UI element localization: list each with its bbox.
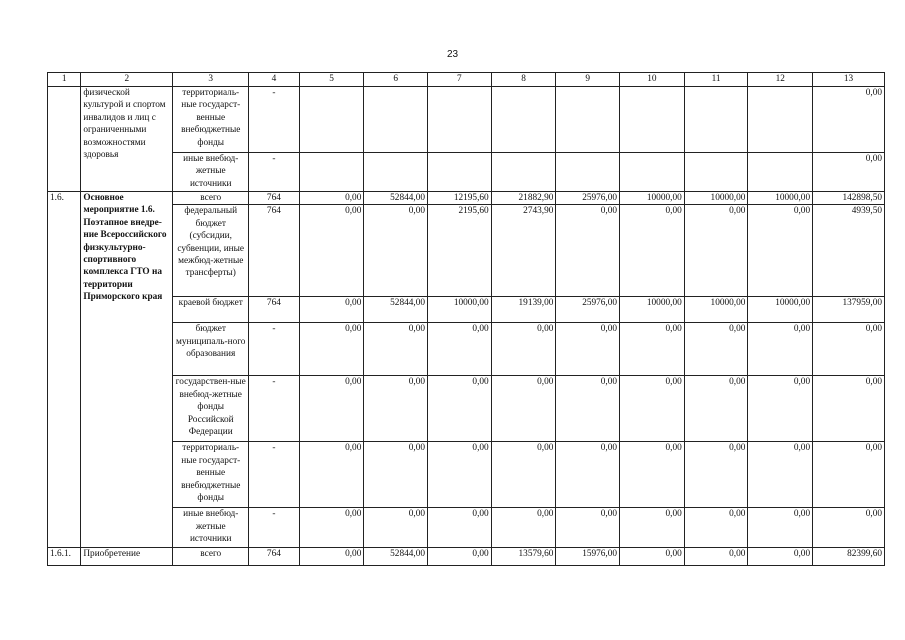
item-title-cell: физической культурой и спортом инвалидов и лиц с ограниченными возможностями здоровья [81, 87, 173, 192]
budget-table [47, 72, 885, 566]
value-cell: 19139,00 [491, 297, 556, 323]
table-row [48, 153, 885, 192]
value-cell: 0,00 [748, 323, 813, 376]
value-cell: 0,00 [299, 376, 364, 442]
value-cell: 0,00 [748, 376, 813, 442]
total-cell: 0,00 [813, 323, 885, 376]
value-cell: 10000,00 [620, 192, 685, 205]
total-cell: 0,00 [813, 153, 885, 192]
value-cell: 0,00 [620, 376, 685, 442]
value-cell: 0,00 [620, 508, 685, 548]
code-cell: 764 [249, 205, 300, 297]
value-cell: 0,00 [428, 508, 492, 548]
funding-source: территориаль-ные государст-венные внебюджетные фонды [173, 442, 249, 508]
page-number: 23 [446, 49, 459, 60]
value-cell: 0,00 [491, 442, 556, 508]
total-cell: 0,00 [813, 376, 885, 442]
funding-source: всего [173, 192, 249, 205]
value-cell: 2195,60 [428, 205, 492, 297]
column-header: 4 [249, 73, 300, 87]
column-header: 2 [81, 73, 173, 87]
table-row [48, 376, 885, 442]
funding-source: государствен-ные внебюд-жетные фонды Российской Федерации [173, 376, 249, 442]
column-header: 8 [491, 73, 556, 87]
value-cell: 12195,60 [428, 192, 492, 205]
code-cell: - [249, 376, 300, 442]
value-cell: 0,00 [299, 323, 364, 376]
value-cell: 0,00 [428, 376, 492, 442]
value-cell: 52844,00 [364, 192, 428, 205]
column-header: 13 [813, 73, 885, 87]
value-cell: 0,00 [684, 442, 748, 508]
value-cell: 0,00 [748, 548, 813, 566]
value-cell: 0,00 [428, 323, 492, 376]
value-cell: 0,00 [299, 508, 364, 548]
value-cell: 13579,60 [491, 548, 556, 566]
value-cell: 2743,90 [491, 205, 556, 297]
column-header: 9 [556, 73, 620, 87]
funding-source: всего [173, 548, 249, 566]
value-cell: 0,00 [556, 205, 620, 297]
value-cell: 0,00 [620, 205, 685, 297]
table-row [48, 323, 885, 376]
value-cell: 10000,00 [748, 192, 813, 205]
value-cell: 0,00 [491, 376, 556, 442]
funding-source: иные внебюд-жетные источники [173, 508, 249, 548]
value-cell: 0,00 [299, 297, 364, 323]
value-cell: 0,00 [299, 205, 364, 297]
total-cell: 82399,60 [813, 548, 885, 566]
column-header: 1 [48, 73, 81, 87]
value-cell: 0,00 [556, 442, 620, 508]
code-cell: - [249, 508, 300, 548]
value-cell: 52844,00 [364, 297, 428, 323]
column-header: 10 [620, 73, 685, 87]
table-row [48, 442, 885, 508]
total-cell: 0,00 [813, 87, 885, 153]
value-cell: 25976,00 [556, 192, 620, 205]
value-cell: 0,00 [364, 442, 428, 508]
code-cell: 764 [249, 297, 300, 323]
value-cell: 0,00 [491, 323, 556, 376]
column-header: 12 [748, 73, 813, 87]
value-cell: 0,00 [684, 508, 748, 548]
value-cell: 10000,00 [748, 297, 813, 323]
column-header: 7 [428, 73, 492, 87]
funding-source: федеральный бюджет (субсидии, субвенции, иные межбюд-жетные трансферты) [173, 205, 249, 297]
value-cell: 0,00 [299, 192, 364, 205]
table-row [48, 548, 885, 566]
value-cell: 0,00 [491, 508, 556, 548]
column-header: 6 [364, 73, 428, 87]
value-cell: 25976,00 [556, 297, 620, 323]
column-header: 3 [173, 73, 249, 87]
funding-source: краевой бюджет [173, 297, 249, 323]
funding-source: территориаль-ные государст-венные внебюджетные фонды [173, 87, 249, 153]
value-cell: 15976,00 [556, 548, 620, 566]
value-cell: 0,00 [684, 205, 748, 297]
value-cell: 0,00 [556, 376, 620, 442]
value-cell: 0,00 [556, 508, 620, 548]
value-cell: 0,00 [364, 205, 428, 297]
item-title-cell: Приобретение [81, 548, 173, 566]
value-cell: 21882,90 [491, 192, 556, 205]
table-row [48, 192, 885, 205]
value-cell: 0,00 [620, 442, 685, 508]
table-row [48, 87, 885, 153]
value-cell: 0,00 [620, 323, 685, 376]
value-cell: 10000,00 [684, 297, 748, 323]
total-cell: 0,00 [813, 508, 885, 548]
value-cell: 10000,00 [428, 297, 492, 323]
value-cell: 0,00 [299, 442, 364, 508]
value-cell: 0,00 [748, 205, 813, 297]
table-row [48, 205, 885, 297]
total-cell: 0,00 [813, 442, 885, 508]
value-cell: 0,00 [684, 376, 748, 442]
value-cell: 0,00 [299, 548, 364, 566]
item-number-cell: 1.6.1. [48, 548, 81, 566]
total-cell: 137959,00 [813, 297, 885, 323]
value-cell: 0,00 [364, 376, 428, 442]
value-cell: 0,00 [428, 442, 492, 508]
value-cell: 0,00 [684, 548, 748, 566]
funding-source: бюджет муниципаль-ного образования [173, 323, 249, 376]
value-cell: 0,00 [684, 323, 748, 376]
item-title-cell: Основное мероприятие 1.6. Поэтапное внедре-ние Всероссийского физкультурно-спортивного комплекса ГТО на территории Приморского края [81, 192, 173, 548]
table-row [48, 508, 885, 548]
code-cell: 764 [249, 548, 300, 566]
column-header: 5 [299, 73, 364, 87]
code-cell: - [249, 442, 300, 508]
total-cell: 142898,50 [813, 192, 885, 205]
funding-source: иные внебюд-жетные источники [173, 153, 249, 192]
value-cell: 0,00 [620, 548, 685, 566]
value-cell: 52844,00 [364, 548, 428, 566]
value-cell: 10000,00 [620, 297, 685, 323]
value-cell: 0,00 [556, 323, 620, 376]
code-cell: - [249, 153, 300, 192]
code-cell: 764 [249, 192, 300, 205]
item-number-cell: 1.6. [48, 192, 81, 548]
value-cell: 0,00 [748, 442, 813, 508]
value-cell: 0,00 [364, 508, 428, 548]
value-cell: 10000,00 [684, 192, 748, 205]
header-row [48, 73, 885, 87]
value-cell: 0,00 [364, 323, 428, 376]
table-row [48, 297, 885, 323]
code-cell: - [249, 87, 300, 153]
value-cell: 0,00 [748, 508, 813, 548]
column-header: 11 [684, 73, 748, 87]
total-cell: 4939,50 [813, 205, 885, 297]
value-cell: 0,00 [428, 548, 492, 566]
item-number-cell [48, 87, 81, 192]
code-cell: - [249, 323, 300, 376]
